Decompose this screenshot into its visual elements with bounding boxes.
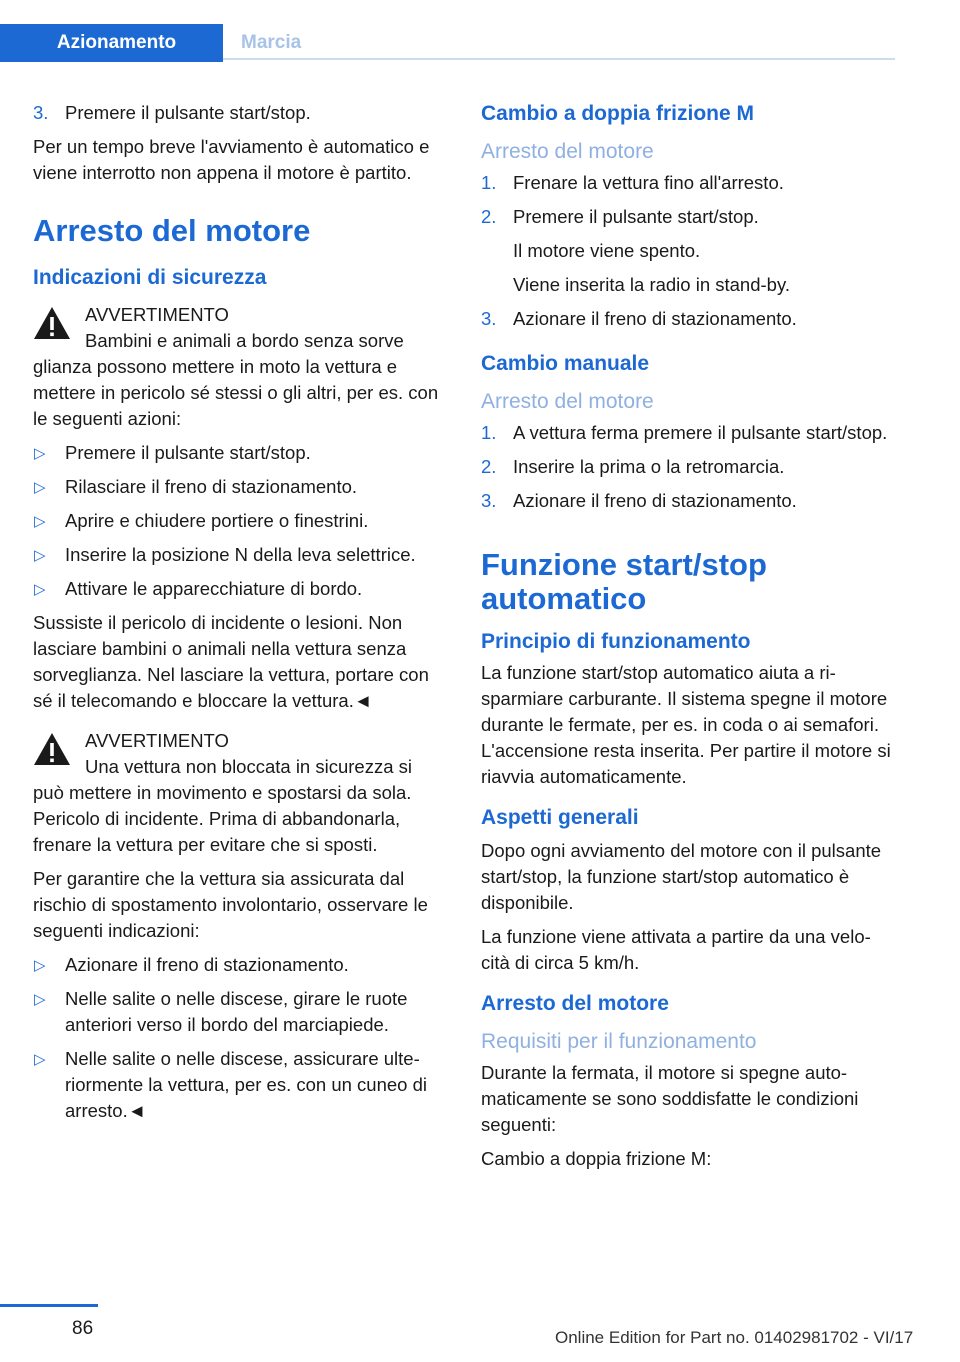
subsection-heading: Indicazioni di sicurezza — [33, 266, 267, 289]
subsection-heading: Cambio manuale — [481, 352, 650, 375]
list-item — [33, 986, 443, 1038]
list-item — [481, 204, 893, 230]
tab-marcia[interactable] — [223, 24, 895, 60]
paragraph: La funzione start/stop automatico aiuta a risparmiare carburante. Il sistema spegne il motore durante le fermate, per es. in coda o ai semafori. L'accensione resta inserita. Per partire il motore si riavvia automaticamente. — [481, 662, 891, 787]
list-item — [33, 474, 443, 500]
list-item-text: Nelle salite o nelle discese, assicurare ulteriormente la vettura, per es. con un cuneo di arresto.◄ — [65, 1048, 427, 1121]
paragraph: Dopo ogni avviamento del motore con il pulsante start/stop, la funzione start/stop automatico è disponibile. — [481, 840, 882, 913]
subsection-heading: Principio di funzionamento — [481, 630, 751, 653]
triangle-bullet-icon: ▷ — [34, 513, 46, 530]
right-column — [481, 100, 893, 1180]
list-item — [481, 454, 893, 480]
list-item — [481, 306, 893, 332]
step-text: Premere il pulsante start/stop. — [513, 206, 759, 227]
bullet-list — [33, 440, 443, 602]
step-number: 3. — [33, 102, 49, 123]
list-item — [33, 508, 443, 534]
list-item — [33, 1046, 443, 1124]
tab-marcia-label: Marcia — [241, 32, 302, 53]
step-number: 3. — [481, 490, 497, 511]
warning-title: AVVERTIMENTO — [85, 730, 229, 751]
paragraph: Durante la fermata, il motore si spegne automaticamente se sono soddisfatte le condizioni seguenti: — [481, 1062, 859, 1135]
triangle-bullet-icon: ▷ — [34, 479, 46, 496]
warning-text: glianza possono mettere in moto la vettura e mettere in pericolo sé stessi o gli altri, per es. con le seguenti azioni: — [33, 356, 439, 429]
subsection-heading: Cambio a doppia frizione M — [481, 102, 755, 125]
step-note: Il motore viene spento. — [513, 240, 701, 261]
step-text: Frenare la vettura fino all'arresto. — [513, 172, 784, 193]
list-item — [481, 420, 893, 446]
list-item — [481, 488, 893, 514]
warning-text-first: Bambini e animali a bordo senza sorve — [85, 330, 404, 351]
list-item — [481, 170, 893, 196]
list-item — [33, 100, 443, 126]
triangle-bullet-icon: ▷ — [34, 445, 46, 462]
edition-footer: Online Edition for Part no. 01402981702 - VI/17 — [555, 1328, 914, 1347]
list-item-text: Inserire la posizione N della leva selettrice. — [65, 544, 416, 565]
footer-divider — [0, 1304, 98, 1307]
tab-azionamento-label: Azionamento — [56, 32, 177, 53]
step-number: 1. — [481, 172, 497, 193]
warning-box — [33, 302, 443, 432]
step-number: 1. — [481, 422, 497, 443]
step-text: Inserire la prima o la retromarcia. — [513, 456, 785, 477]
step-number: 3. — [481, 308, 497, 329]
step-text: Premere il pulsante start/stop. — [65, 102, 311, 123]
list-item-text: Rilasciare il freno di stazionamento. — [65, 476, 358, 497]
step-text: Azionare il freno di stazionamento. — [513, 308, 797, 329]
list-item — [33, 542, 443, 568]
list-item-text: Azionare il freno di stazionamento. — [65, 954, 349, 975]
paragraph: Per un tempo breve l'avviamento è automatico e viene interrotto non appena il motore è partito. — [33, 136, 430, 183]
bullet-list — [33, 952, 443, 1124]
warning-triangle-icon — [33, 732, 71, 766]
warning-text: può mettere in movimento e spostarsi da sola. Pericolo di incidente. Prima di abbandonarla, frenare la vettura per evitare che si sposti. — [33, 782, 412, 855]
list-item — [33, 440, 443, 466]
tab-azionamento[interactable] — [0, 24, 223, 62]
step-text: A vettura ferma premere il pulsante start/stop. — [513, 422, 888, 443]
list-item — [33, 576, 443, 602]
paragraph: Per garantire che la vettura sia assicurata dal rischio di spostamento involontario, osservare le seguenti indicazioni: — [33, 868, 428, 941]
step-number: 2. — [481, 456, 497, 477]
minor-heading: Requisiti per il funzionamento — [481, 1030, 757, 1053]
step-number: 2. — [481, 206, 497, 227]
warning-title: AVVERTIMENTO — [85, 304, 229, 325]
paragraph: Sussiste il pericolo di incidente o lesioni. Non lasciare bambini o animali nella vettura senza sorveglianza. Nel lasciare la vettura, portare con sé il telecomando e bloccare la vettura.◄ — [33, 612, 429, 711]
section-heading: Arresto del motore — [33, 213, 311, 248]
triangle-bullet-icon: ▷ — [34, 581, 46, 598]
triangle-bullet-icon: ▷ — [34, 1051, 46, 1068]
warning-text-first: Una vettura non bloccata in sicurezza si — [85, 756, 413, 777]
step-text: Azionare il freno di stazionamento. — [513, 490, 797, 511]
minor-heading: Arresto del motore — [481, 390, 654, 413]
list-item-text: Attivare le apparecchiature di bordo. — [65, 578, 363, 599]
list-item — [33, 952, 443, 978]
page-number: 86 — [72, 1318, 94, 1339]
section-heading: Funzione start/stop automatico — [481, 547, 767, 616]
subsection-heading: Aspetti generali — [481, 806, 639, 829]
triangle-bullet-icon: ▷ — [34, 547, 46, 564]
subsection-heading: Arresto del motore — [481, 992, 669, 1015]
warning-box — [33, 728, 443, 858]
paragraph: La funzione viene attivata a partire da una velocità di circa 5 km/h. — [481, 926, 871, 973]
warning-triangle-icon — [33, 306, 71, 340]
left-column — [33, 100, 443, 1132]
list-item-text: Aprire e chiudere portiere o finestrini. — [65, 510, 369, 531]
paragraph: Cambio a doppia frizione M: — [481, 1148, 712, 1169]
step-note: Viene inserita la radio in stand-by. — [513, 274, 790, 295]
minor-heading: Arresto del motore — [481, 140, 654, 163]
list-item-text: Premere il pulsante start/stop. — [65, 442, 311, 463]
header-bar — [0, 0, 895, 62]
triangle-bullet-icon: ▷ — [34, 991, 46, 1008]
list-item-text: Nelle salite o nelle discese, girare le ruote anteriori verso il bordo del marciapiede. — [65, 988, 408, 1035]
triangle-bullet-icon: ▷ — [34, 957, 46, 974]
